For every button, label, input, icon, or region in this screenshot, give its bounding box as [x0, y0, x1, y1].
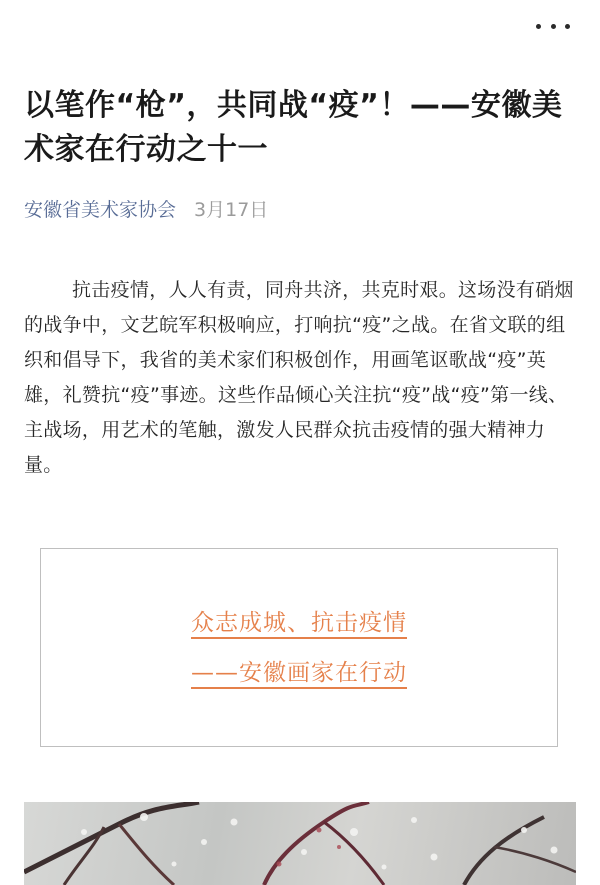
more-options-button[interactable] — [536, 14, 570, 38]
link-line-1[interactable]: 众志成城、抗击疫情 — [191, 609, 407, 636]
article-intro-paragraph: 抗击疫情，人人有责，同舟共济，共克时艰。这场没有硝烟的战争中，文艺皖军积极响应，打响抗“疫”之战。在省文联的组织和倡导下，我省的美术家们积极创作，用画笔讴歌战“疫”英雄，礼赞抗“疫”事迹。这些作品倾心关注抗“疫”战“疫”第一线、主战场，用艺术的笔触，激发人民群众抗击疫情的强大精神力量。 — [24, 279, 574, 476]
article-meta — [24, 193, 268, 223]
article-painting-image — [24, 802, 576, 885]
account-name-link[interactable]: 安徽省美术家协会 — [24, 198, 177, 221]
featured-link-box — [40, 548, 558, 747]
more-dots-icon — [551, 24, 556, 29]
link-line-2[interactable]: ——安徽画家在行动 — [191, 659, 407, 686]
more-dots-icon — [565, 24, 570, 29]
publish-date: 3月17日 — [194, 198, 269, 221]
more-dots-icon — [536, 24, 541, 29]
article-title: 以笔作“枪”，共同战“疫”！——安徽美术家在行动之十一 — [24, 88, 563, 167]
